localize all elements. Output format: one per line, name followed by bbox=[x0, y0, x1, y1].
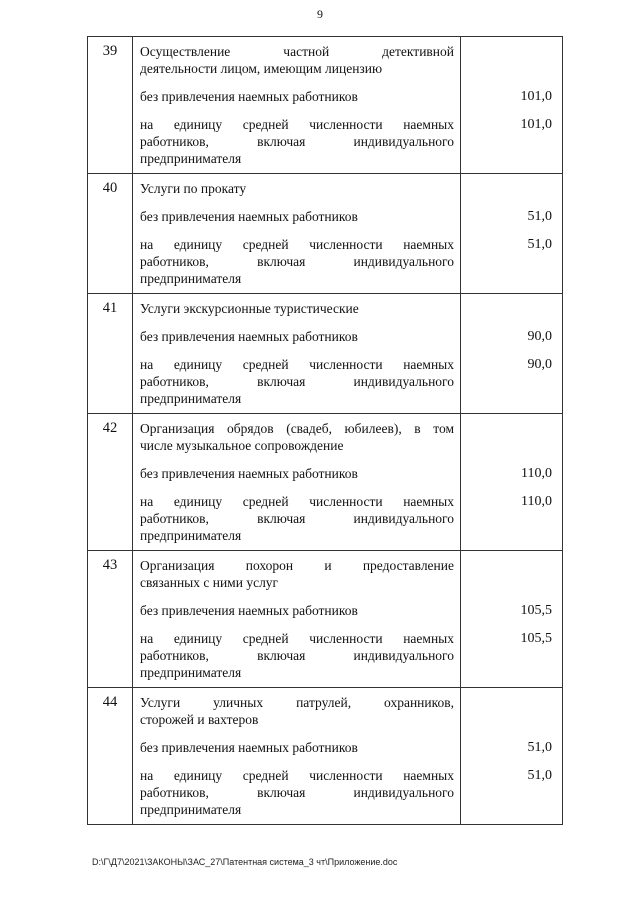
value-per-employee: 90,0 bbox=[527, 357, 552, 372]
tariff-values bbox=[461, 37, 563, 174]
text-line: предпринимателя bbox=[140, 271, 242, 286]
value-per-employee: 110,0 bbox=[521, 494, 552, 509]
value-without-employees: 105,5 bbox=[520, 603, 552, 618]
tariff-values bbox=[461, 414, 563, 551]
text-line: Услуги экскурсионные туристические bbox=[140, 301, 359, 316]
text-line: предпринимателя bbox=[140, 391, 242, 406]
text-line: Организация обрядов (свадеб, юбилеев), в том bbox=[140, 421, 454, 436]
text-line: на единицу средней численности наемных bbox=[140, 237, 454, 252]
table-row bbox=[88, 551, 563, 688]
table-row bbox=[88, 174, 563, 294]
text-line: предпринимателя bbox=[140, 151, 242, 166]
text-line: без привлечения наемных работников bbox=[140, 329, 358, 344]
row-number: 41 bbox=[88, 294, 133, 414]
activity-description bbox=[133, 294, 461, 414]
text-line: без привлечения наемных работников bbox=[140, 466, 358, 481]
table-row bbox=[88, 688, 563, 825]
text-line: без привлечения наемных работников bbox=[140, 603, 358, 618]
tariff-values bbox=[461, 294, 563, 414]
text-line: Услуги уличных патрулей, охранников, bbox=[140, 695, 454, 710]
value-without-employees: 51,0 bbox=[527, 209, 552, 224]
text-line: связанных с ними услуг bbox=[140, 575, 279, 590]
text-line: Услуги по прокату bbox=[140, 181, 247, 196]
file-path-footer: D:\Г\Д7\2021\ЗАКОНЫ\ЗАС_27\Патентная система_3 чт\Приложение.doc bbox=[92, 857, 398, 867]
tariff-table bbox=[87, 36, 563, 825]
text-line: работников, включая индивидуального bbox=[140, 785, 454, 800]
text-line: числе музыкальное сопровождение bbox=[140, 438, 344, 453]
activity-description bbox=[133, 174, 461, 294]
text-line: без привлечения наемных работников bbox=[140, 89, 358, 104]
table-row bbox=[88, 294, 563, 414]
text-line: работников, включая индивидуального bbox=[140, 254, 454, 269]
spacer bbox=[465, 574, 552, 591]
text-line: без привлечения наемных работников bbox=[140, 740, 358, 755]
text-line: на единицу средней численности наемных bbox=[140, 631, 454, 646]
row-number: 43 bbox=[88, 551, 133, 688]
spacer bbox=[465, 711, 552, 728]
row-number: 42 bbox=[88, 414, 133, 551]
value-without-employees: 51,0 bbox=[527, 740, 552, 755]
text-line: работников, включая индивидуального bbox=[140, 511, 454, 526]
spacer bbox=[465, 437, 552, 454]
spacer bbox=[465, 43, 552, 60]
row-number: 40 bbox=[88, 174, 133, 294]
spacer bbox=[465, 420, 552, 437]
text-line: работников, включая индивидуального bbox=[140, 648, 454, 663]
value-per-employee: 51,0 bbox=[527, 237, 552, 252]
tariff-values bbox=[461, 174, 563, 294]
text-line: на единицу средней численности наемных bbox=[140, 768, 454, 783]
table-body bbox=[88, 37, 563, 825]
activity-description bbox=[133, 551, 461, 688]
spacer bbox=[465, 180, 552, 197]
text-line: предпринимателя bbox=[140, 665, 242, 680]
text-line: Организация похорон и предоставление bbox=[140, 558, 454, 573]
spacer bbox=[465, 557, 552, 574]
value-per-employee: 105,5 bbox=[520, 631, 552, 646]
table-row bbox=[88, 414, 563, 551]
text-line: без привлечения наемных работников bbox=[140, 209, 358, 224]
text-line: предпринимателя bbox=[140, 528, 242, 543]
value-without-employees: 110,0 bbox=[521, 466, 552, 481]
spacer bbox=[465, 300, 552, 317]
activity-description bbox=[133, 688, 461, 825]
text-line: на единицу средней численности наемных bbox=[140, 117, 454, 132]
spacer bbox=[465, 694, 552, 711]
text-line: сторожей и вахтеров bbox=[140, 712, 259, 727]
page-number: 9 bbox=[317, 7, 323, 21]
activity-description bbox=[133, 37, 461, 174]
text-line: работников, включая индивидуального bbox=[140, 374, 454, 389]
text-line: предпринимателя bbox=[140, 802, 242, 817]
tariff-values bbox=[461, 551, 563, 688]
value-without-employees: 101,0 bbox=[520, 89, 552, 104]
text-line: на единицу средней численности наемных bbox=[140, 494, 454, 509]
row-number: 39 bbox=[88, 37, 133, 174]
tariff-values bbox=[461, 688, 563, 825]
value-per-employee: 51,0 bbox=[527, 768, 552, 783]
text-line: Осуществление частной детективной bbox=[140, 44, 454, 59]
spacer bbox=[465, 60, 552, 77]
table-row bbox=[88, 37, 563, 174]
value-without-employees: 90,0 bbox=[527, 329, 552, 344]
row-number: 44 bbox=[88, 688, 133, 825]
text-line: деятельности лицом, имеющим лицензию bbox=[140, 61, 383, 76]
activity-description bbox=[133, 414, 461, 551]
value-per-employee: 101,0 bbox=[520, 117, 552, 132]
text-line: на единицу средней численности наемных bbox=[140, 357, 454, 372]
text-line: работников, включая индивидуального bbox=[140, 134, 454, 149]
